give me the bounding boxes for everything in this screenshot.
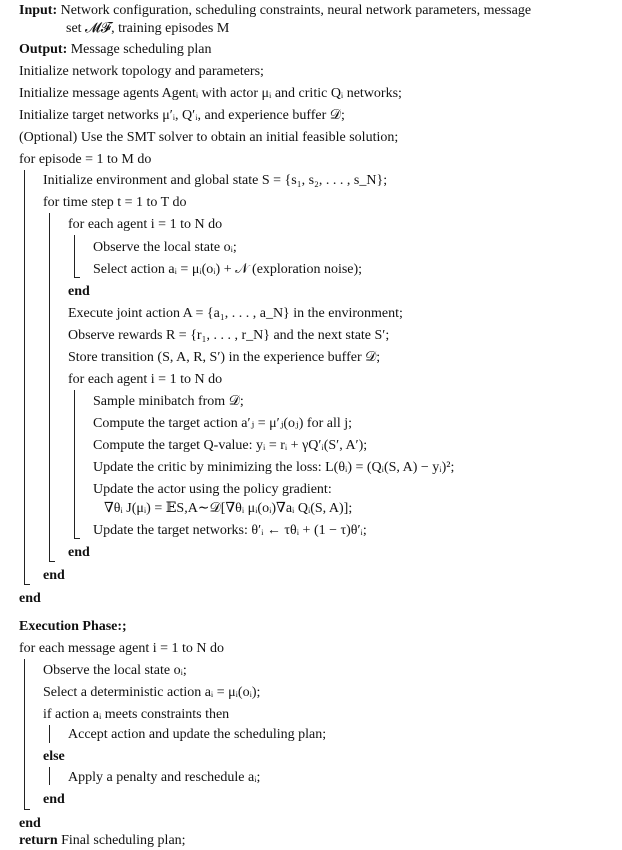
end-keyword: end xyxy=(19,816,41,831)
observe-line-1: Observe the local state oᵢ; xyxy=(93,240,237,255)
select-deterministic-line: Select a deterministic action aᵢ = μᵢ(oᵢ); xyxy=(43,685,261,700)
message-block-hook xyxy=(24,809,30,810)
input-line-cont: set 𝓜𝓕, training episodes M xyxy=(66,21,230,36)
end-keyword: end xyxy=(68,545,90,560)
observe-line-2: Observe the local state oᵢ; xyxy=(43,663,187,678)
message-block-bar xyxy=(24,659,25,809)
episode-block-bar xyxy=(24,170,25,584)
select-line-1: Select action aᵢ = μᵢ(oᵢ) + 𝒩 (exploration noise); xyxy=(93,262,363,277)
else-block-bar xyxy=(49,767,50,785)
input-line xyxy=(19,2,531,19)
update-actor-line: Update the actor using the policy gradient: xyxy=(93,482,332,497)
end-line-1 xyxy=(68,283,90,300)
observe-rewards-line: Observe rewards R = {r₁, . . . , r_N} and the next state S′; xyxy=(68,328,390,343)
policy-gradient-line: ∇θᵢ J(μᵢ) = 𝔼S,A∼𝒟[∇θᵢ μᵢ(oᵢ)∇aᵢ Qᵢ(S, A)]; xyxy=(104,501,353,516)
init-env-line: Initialize environment and global state S = {s₁, s₂, . . . , s_N}; xyxy=(43,173,388,188)
agent-block-bar-1 xyxy=(74,235,75,277)
for-agent-line-1: for each agent i = 1 to N do xyxy=(68,217,223,232)
store-transition-line: Store transition (S, A, R, S′) in the experience buffer 𝒟; xyxy=(68,350,381,365)
return-text: Final scheduling plan; xyxy=(61,833,186,848)
init-smt-line: (Optional) Use the SMT solver to obtain an initial feasible solution; xyxy=(19,130,399,145)
for-episode-line: for episode = 1 to M do xyxy=(19,152,152,167)
end-line-6 xyxy=(19,815,41,832)
target-q-line: Compute the target Q-value: yᵢ = rᵢ + γQ′ᵢ(S′, A′); xyxy=(93,438,368,453)
end-keyword: end xyxy=(68,284,90,299)
time-block-bar xyxy=(49,213,50,561)
update-critic-line: Update the critic by minimizing the loss: L(θᵢ) = (Qᵢ(S, A) − yᵢ)²; xyxy=(93,460,455,475)
else-keyword: else xyxy=(43,749,65,764)
agent-block-hook-2 xyxy=(74,538,80,539)
if-block-bar xyxy=(49,725,50,743)
init-targets-line: Initialize target networks μ′ᵢ, Q′ᵢ, and experience buffer 𝒟; xyxy=(19,108,345,123)
for-message-agent-line: for each message agent i = 1 to N do xyxy=(19,641,224,656)
accept-line: Accept action and update the scheduling plan; xyxy=(68,727,327,742)
return-keyword: return xyxy=(19,833,58,848)
input-text: Network configuration, scheduling constraints, neural network parameters, message xyxy=(60,3,532,18)
for-time-line: for time step t = 1 to T do xyxy=(43,195,187,210)
return-line xyxy=(19,832,186,849)
agent-block-hook-1 xyxy=(74,277,80,278)
end-line-2 xyxy=(68,544,90,561)
end-keyword: end xyxy=(43,568,65,583)
execute-joint-line: Execute joint action A = {a₁, . . . , a_N} in the environment; xyxy=(68,306,403,321)
for-agent-line-2: for each agent i = 1 to N do xyxy=(68,372,223,387)
init-agents-line: Initialize message agents Agentᵢ with actor μᵢ and critic Qᵢ networks; xyxy=(19,86,402,101)
agent-block-bar-2 xyxy=(74,390,75,538)
output-keyword: Output: xyxy=(19,42,68,57)
execution-phase-line xyxy=(19,618,127,635)
sample-line: Sample minibatch from 𝒟; xyxy=(93,394,244,409)
init-topology-line: Initialize network topology and parameters; xyxy=(19,64,264,79)
update-target-line: Update the target networks: θ′ᵢ ← τθᵢ + (1 − τ)θ′ᵢ; xyxy=(93,523,367,538)
time-block-hook xyxy=(49,561,55,562)
output-line xyxy=(19,41,211,58)
end-keyword: end xyxy=(19,591,41,606)
target-action-line: Compute the target action a′ⱼ = μ′ⱼ(oⱼ) for all j; xyxy=(93,416,353,431)
if-constraints-line: if action aᵢ meets constraints then xyxy=(43,707,230,722)
else-line xyxy=(43,748,65,765)
penalty-line: Apply a penalty and reschedule aᵢ; xyxy=(68,770,261,785)
output-text: Message scheduling plan xyxy=(70,42,212,57)
end-line-4 xyxy=(19,590,41,607)
episode-block-hook xyxy=(24,584,30,585)
end-line-5 xyxy=(43,791,65,808)
execution-phase-heading: Execution Phase:; xyxy=(19,619,127,634)
end-line-3 xyxy=(43,567,65,584)
end-keyword: end xyxy=(43,792,65,807)
input-keyword: Input: xyxy=(19,3,58,18)
